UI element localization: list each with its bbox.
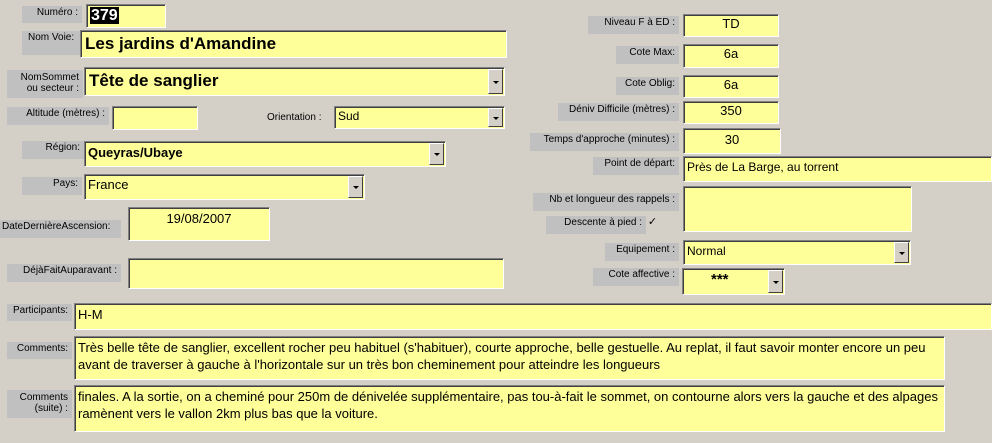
- deniv-label: Déniv Difficile (mètres) :: [558, 103, 679, 121]
- numero-field[interactable]: [86, 4, 166, 28]
- orientation-label: Orientation :: [267, 112, 322, 123]
- niveau-label: Niveau F à ED :: [588, 16, 679, 34]
- temps-label: Temps d'approche (minutes) :: [530, 133, 679, 151]
- orientation-value: Sud: [338, 109, 360, 123]
- cote-max-label: Cote Max:: [616, 46, 679, 64]
- deja-fait-label: DéjàFaitAuparavant :: [7, 264, 121, 282]
- cote-affective-select[interactable]: [682, 268, 785, 295]
- chevron-down-icon[interactable]: [488, 108, 503, 127]
- nb-rappels-label: Nb et longueur des rappels :: [533, 193, 679, 211]
- pays-label: Pays:: [22, 177, 82, 195]
- chevron-down-icon[interactable]: [894, 242, 909, 263]
- equipement-value: Normal: [687, 244, 726, 258]
- chevron-down-icon[interactable]: [429, 143, 444, 165]
- deja-fait-field[interactable]: [128, 258, 504, 289]
- chevron-down-icon[interactable]: [488, 69, 503, 94]
- altitude-label: Altitude (mètres) :: [7, 107, 109, 125]
- nom-voie-field[interactable]: Les jardins d'Amandine: [80, 30, 507, 58]
- cote-oblig-label: Cote Oblig:: [616, 77, 679, 95]
- descente-label: Descente à pied :: [546, 216, 646, 234]
- nom-sommet-select[interactable]: [84, 67, 505, 96]
- point-depart-field[interactable]: Près de La Barge, au torrent: [683, 156, 992, 182]
- numero-label: Numéro :: [22, 6, 82, 23]
- cote-max-field[interactable]: 6a: [683, 44, 779, 68]
- comments-field[interactable]: Très belle tête de sanglier, excellent rocher peu habituel (s'habituer), courte approche, belle gestuelle. Au replat, il faut savoir monter encore un peu avant de traverser à gauche à l'horizontale sur un très bon cheminement pour atteindre les longueurs: [74, 336, 945, 380]
- date-derniere-label: DateDernièreAscension:: [0, 220, 121, 238]
- region-label: Région:: [22, 141, 84, 159]
- cote-oblig-field[interactable]: 6a: [683, 75, 779, 98]
- numero-value: 379: [91, 7, 118, 24]
- niveau-field[interactable]: TD: [683, 14, 779, 37]
- participants-label: Participants:: [7, 304, 72, 321]
- region-select[interactable]: [84, 141, 446, 167]
- comments-label: Comments:: [7, 342, 72, 359]
- cote-affective-label: Cote affective :: [593, 268, 679, 286]
- nom-sommet-value: Tête de sanglier: [89, 71, 219, 90]
- nom-sommet-label: NomSommet ou secteur :: [7, 70, 83, 98]
- date-derniere-field[interactable]: 19/08/2007: [128, 207, 270, 241]
- pays-value: France: [88, 177, 129, 192]
- nom-voie-label: Nom Voie:: [22, 31, 82, 55]
- comments-suite-field[interactable]: finales. A la sortie, on a cheminé pour 250m de dénivelée supplémentaire, pas tou-à-fait le sommet, on contourne alors vers la gauche et des alpages ramènent vers le vallon 2km plus bas que la voiture.: [74, 385, 945, 432]
- comments-suite-label: Comments (suite) :: [7, 390, 72, 418]
- orientation-select[interactable]: [334, 106, 505, 129]
- equipement-select[interactable]: [683, 240, 911, 265]
- cote-affective-value: ***: [711, 271, 729, 288]
- deniv-field[interactable]: 350: [683, 101, 779, 124]
- pays-select[interactable]: [84, 174, 365, 200]
- participants-field[interactable]: H-M: [74, 303, 992, 330]
- point-depart-label: Point de départ:: [593, 157, 679, 175]
- altitude-field[interactable]: [112, 106, 198, 130]
- temps-field[interactable]: 30: [683, 128, 781, 154]
- descente-checkbox[interactable]: ✓: [647, 216, 658, 228]
- chevron-down-icon[interactable]: [348, 176, 363, 198]
- nb-rappels-field[interactable]: [683, 186, 912, 232]
- region-value: Queyras/Ubaye: [88, 145, 183, 160]
- chevron-down-icon[interactable]: [768, 270, 783, 293]
- equipement-label: Equipement :: [605, 243, 679, 261]
